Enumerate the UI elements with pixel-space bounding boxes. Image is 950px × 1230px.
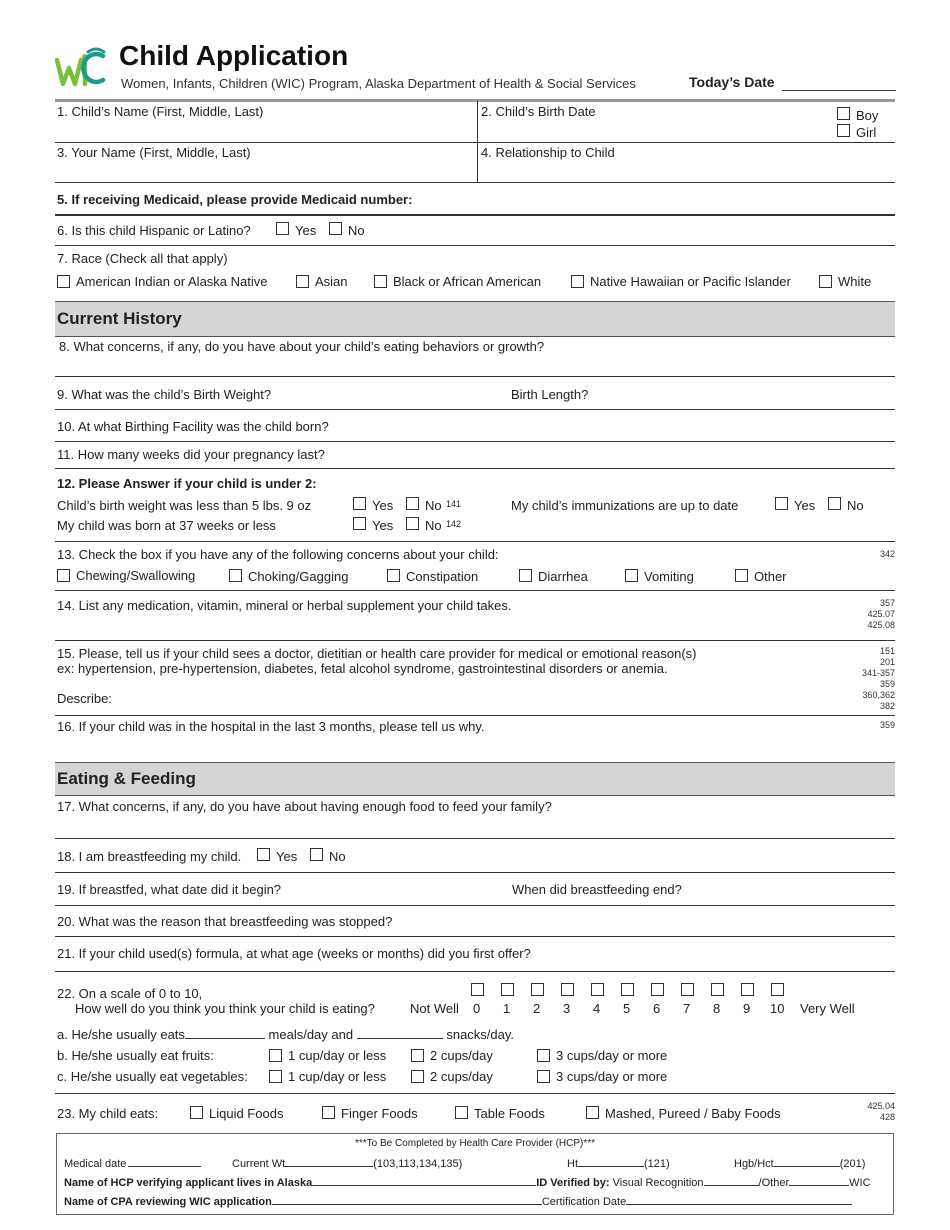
hispanic-label: 6. Is this child Hispanic or Latino? [57, 223, 251, 238]
breastfeeding-yes-label: Yes [276, 849, 298, 864]
food-liquid-checkbox[interactable] [190, 1106, 203, 1119]
q15-describe-label: Describe: [57, 691, 112, 706]
q12b-yes-checkbox[interactable] [353, 517, 366, 530]
eating-feeding-section [55, 762, 895, 796]
race-nhpi-label: Native Hawaiian or Pacific Islander [590, 274, 791, 289]
scale-0-label: 0 [473, 1001, 481, 1016]
q12-label: 12. Please Answer if your child is under 2: [57, 476, 317, 491]
q20-label: 20. What was the reason that breastfeeding was stopped? [57, 914, 393, 929]
scale-6-checkbox[interactable] [651, 983, 664, 996]
wic-logo [54, 46, 106, 88]
your-name-label: 3. Your Name (First, Middle, Last) [57, 145, 251, 160]
concern-vomiting-checkbox[interactable] [625, 569, 638, 582]
id-verified-label: ID Verified by: [536, 1177, 610, 1189]
girl-label: Girl [856, 125, 877, 140]
scale-10-checkbox[interactable] [771, 983, 784, 996]
scale-6-label: 6 [653, 1001, 661, 1016]
q17-label: 17. What concerns, if any, do you have about having enough food to feed your family? [57, 799, 552, 814]
food-table-label: Table Foods [474, 1106, 545, 1121]
fruits-3cups-label: 3 cups/day or more [556, 1048, 668, 1063]
scale-10-label: 10 [770, 1001, 785, 1016]
fruits-label: b. He/she usually eat fruits: [57, 1048, 214, 1063]
hcp-title: ***To Be Completed by Health Care Provider (HCP)*** [354, 1138, 596, 1149]
fruits-1cup-label: 1 cup/day or less [288, 1048, 387, 1063]
very-well-label: Very Well [800, 1001, 855, 1016]
food-mashed-label: Mashed, Pureed / Baby Foods [605, 1106, 781, 1121]
vegetables-1cup-label: 1 cup/day or less [288, 1069, 387, 1084]
scale-8-label: 8 [713, 1001, 721, 1016]
q12a-label: Child’s birth weight was less than 5 lbs. 9 oz [57, 498, 312, 513]
girl-checkbox[interactable] [837, 124, 850, 137]
q19-label: 19. If breastfed, what date did it begin? [57, 882, 282, 897]
race-aian-label: American Indian or Alaska Native [76, 274, 268, 289]
scale-4-checkbox[interactable] [591, 983, 604, 996]
q15-examples: ex: hypertension, pre-hypertension, diabetes, fetal alcohol syndrome, gastrointestinal disorders or anemia. [57, 661, 668, 676]
scale-2-checkbox[interactable] [531, 983, 544, 996]
relationship-label: 4. Relationship to Child [481, 145, 615, 160]
q12a-no-checkbox[interactable] [406, 497, 419, 510]
q12a-yes-label: Yes [372, 498, 394, 513]
hgb-group [734, 1155, 865, 1170]
q12b-no-label: No [425, 518, 442, 533]
race-aian-checkbox[interactable] [57, 275, 70, 288]
wic-label: WIC [849, 1177, 871, 1189]
race-asian-checkbox[interactable] [296, 275, 309, 288]
race-asian-label: Asian [315, 274, 348, 289]
current-wt-field[interactable] [285, 1155, 373, 1167]
race-label: 7. Race (Check all that apply) [57, 251, 228, 266]
fruits-1cup-checkbox[interactable] [269, 1049, 282, 1062]
q13-code: 342 [879, 549, 895, 559]
q14-codes: 357 425.07 425.08 [867, 598, 895, 630]
q21-label: 21. If your child used(s) formula, at what age (weeks or months) did you first offer? [57, 946, 531, 961]
current-wt-label: Current Wt [232, 1158, 286, 1170]
birth-weight-label: 9. What was the child’s Birth Weight? [57, 387, 272, 402]
pregnancy-weeks-label: 11. How many weeks did your pregnancy last? [57, 447, 325, 462]
vegetables-label: c. He/she usually eat vegetables: [57, 1069, 248, 1084]
concern-other-label: Other [754, 569, 787, 584]
q8-label: 8. What concerns, if any, do you have about your child’s eating behaviors or growth? [59, 339, 545, 354]
boy-checkbox[interactable] [837, 107, 850, 120]
scale-4-label: 4 [593, 1001, 601, 1016]
q16-label: 16. If your child was in the hospital in the last 3 months, please tell us why. [57, 719, 485, 734]
cert-date-field[interactable] [626, 1193, 852, 1205]
meals-label-c: snacks/day. [446, 1027, 515, 1042]
q12a-yes-checkbox[interactable] [353, 497, 366, 510]
visual-recognition-field[interactable] [704, 1174, 759, 1186]
not-well-label: Not Well [410, 1001, 459, 1016]
child-name-label: 1. Child’s Name (First, Middle, Last) [57, 104, 264, 119]
todays-date-field[interactable] [782, 90, 896, 91]
vegetables-2cups-label: 2 cups/day [430, 1069, 493, 1084]
q22-question: How well do you think you think your child is eating? [75, 1001, 375, 1016]
page-subtitle: Women, Infants, Children (WIC) Program, Alaska Department of Health & Social Services [121, 76, 636, 91]
scale-8-checkbox[interactable] [711, 983, 724, 996]
q19b-label: When did breastfeeding end? [512, 882, 682, 897]
code-141: 141 [446, 499, 462, 509]
vegetables-1cup-checkbox[interactable] [269, 1070, 282, 1083]
concern-chewing-label: Chewing/Swallowing [76, 568, 196, 583]
q12b-yes-label: Yes [372, 518, 394, 533]
other-field[interactable] [789, 1174, 849, 1186]
q12b-no-checkbox[interactable] [406, 517, 419, 530]
race-black-label: Black or African American [393, 274, 542, 289]
scale-9-checkbox[interactable] [741, 983, 754, 996]
scale-0-checkbox[interactable] [471, 983, 484, 996]
boy-label: Boy [856, 108, 879, 123]
meals-line [57, 1027, 514, 1042]
concern-vomiting-label: Vomiting [644, 569, 694, 584]
medicaid-label: 5. If receiving Medicaid, please provide Medicaid number: [57, 192, 413, 207]
visual-recognition-label: Visual Recognition [612, 1177, 704, 1189]
concern-diarrhea-label: Diarrhea [538, 569, 588, 584]
fruits-3cups-checkbox[interactable] [537, 1049, 550, 1062]
scale-1-label: 1 [503, 1001, 511, 1016]
breastfeeding-yes-checkbox[interactable] [257, 848, 270, 861]
q16-code: 359 [879, 720, 895, 730]
birth-date-label: 2. Child’s Birth Date [481, 104, 596, 119]
page-title: Child Application [119, 40, 349, 71]
cert-date-label: Certification Date [541, 1196, 627, 1208]
scale-1-checkbox[interactable] [501, 983, 514, 996]
hispanic-yes-checkbox[interactable] [276, 222, 289, 235]
current-wt-codes: (103,113,134,135) [373, 1158, 463, 1170]
vegetables-3cups-label: 3 cups/day or more [556, 1069, 668, 1084]
scale-7-label: 7 [683, 1001, 691, 1016]
vegetables-3cups-checkbox[interactable] [537, 1070, 550, 1083]
concern-constipation-checkbox[interactable] [387, 569, 400, 582]
scale-2-label: 2 [533, 1001, 541, 1016]
other-label: /Other [758, 1177, 790, 1189]
hgb-label: Hgb/Hct [734, 1158, 774, 1170]
hgb-field[interactable] [774, 1155, 840, 1167]
hcp-row-1 [64, 1155, 201, 1170]
food-finger-label: Finger Foods [341, 1106, 418, 1121]
ht-group [567, 1155, 670, 1170]
immunizations-yes-label: Yes [794, 498, 816, 513]
current-wt-group [232, 1155, 462, 1170]
current-history-heading: Current History [57, 309, 182, 328]
scale-5-checkbox[interactable] [621, 983, 634, 996]
immunizations-no-checkbox[interactable] [828, 497, 841, 510]
hcp-row-2 [64, 1174, 871, 1189]
scale-3-checkbox[interactable] [561, 983, 574, 996]
current-history-section [55, 301, 895, 337]
meals-label-a: a. He/she usually eats [57, 1027, 185, 1042]
eating-feeding-heading: Eating & Feeding [57, 769, 196, 788]
scale-5-label: 5 [623, 1001, 631, 1016]
scale-7-checkbox[interactable] [681, 983, 694, 996]
vegetables-2cups-checkbox[interactable] [411, 1070, 424, 1083]
q14-label: 14. List any medication, vitamin, mineral or herbal supplement your child takes. [57, 598, 512, 613]
concern-chewing-checkbox[interactable] [57, 569, 70, 582]
food-finger-checkbox[interactable] [322, 1106, 335, 1119]
food-mashed-checkbox[interactable] [586, 1106, 599, 1119]
snacks-per-day-field[interactable] [357, 1027, 443, 1039]
birth-length-label: Birth Length? [511, 387, 589, 402]
fruits-2cups-label: 2 cups/day [430, 1048, 493, 1063]
todays-date-label: Today’s Date [689, 74, 775, 90]
food-liquid-label: Liquid Foods [209, 1106, 284, 1121]
immunizations-no-label: No [847, 498, 864, 513]
cpa-field[interactable] [272, 1193, 542, 1205]
cpa-label: Name of CPA reviewing WIC application [64, 1196, 272, 1208]
concern-choking-checkbox[interactable] [229, 569, 242, 582]
birthing-facility-label: 10. At what Birthing Facility was the child born? [57, 419, 329, 434]
race-white-checkbox[interactable] [819, 275, 832, 288]
concern-diarrhea-checkbox[interactable] [519, 569, 532, 582]
hcp-row-3 [64, 1193, 852, 1208]
q12a-no-label: No [425, 498, 442, 513]
verify-label: Name of HCP verifying applicant lives in Alaska [64, 1177, 313, 1189]
race-white-label: White [838, 274, 872, 289]
fruits-2cups-checkbox[interactable] [411, 1049, 424, 1062]
race-black-checkbox[interactable] [374, 275, 387, 288]
q15-label: 15. Please, tell us if your child sees a doctor, dietitian or health care provider for medical or emotional reason(s) [57, 646, 697, 661]
ht-label: Ht [567, 1158, 578, 1170]
ht-code: (121) [644, 1158, 670, 1170]
q13-label: 13. Check the box if you have any of the following concerns about your child: [57, 547, 499, 562]
hispanic-no-label: No [348, 223, 365, 238]
medical-date-field[interactable] [128, 1155, 201, 1167]
q12b-label: My child was born at 37 weeks or less [57, 518, 276, 533]
food-table-checkbox[interactable] [455, 1106, 468, 1119]
ht-field[interactable] [578, 1155, 644, 1167]
immunizations-label: My child’s immunizations are up to date [511, 498, 739, 513]
concern-other-checkbox[interactable] [735, 569, 748, 582]
scale-3-label: 3 [563, 1001, 571, 1016]
hispanic-no-checkbox[interactable] [329, 222, 342, 235]
concern-choking-label: Choking/Gagging [248, 569, 349, 584]
hispanic-yes-label: Yes [295, 223, 317, 238]
hgb-code: (201) [839, 1158, 866, 1170]
q18-label: 18. I am breastfeeding my child. [57, 849, 242, 864]
q23-codes: 425.04 428 [867, 1101, 895, 1122]
q15-codes: 151 201 341-357 359 360,362 382 [861, 646, 895, 711]
code-142: 142 [446, 519, 462, 529]
meals-label-b: meals/day and [268, 1027, 354, 1042]
meals-per-day-field[interactable] [185, 1027, 265, 1039]
immunizations-yes-checkbox[interactable] [775, 497, 788, 510]
concern-constipation-label: Constipation [406, 569, 479, 584]
medical-date-label: Medical date [64, 1158, 127, 1170]
breastfeeding-no-label: No [329, 849, 346, 864]
breastfeeding-no-checkbox[interactable] [310, 848, 323, 861]
q22-label: 22. On a scale of 0 to 10, [57, 986, 203, 1001]
scale-9-label: 9 [743, 1001, 751, 1016]
q23-label: 23. My child eats: [57, 1106, 159, 1121]
race-nhpi-checkbox[interactable] [571, 275, 584, 288]
verify-field[interactable] [312, 1174, 536, 1186]
